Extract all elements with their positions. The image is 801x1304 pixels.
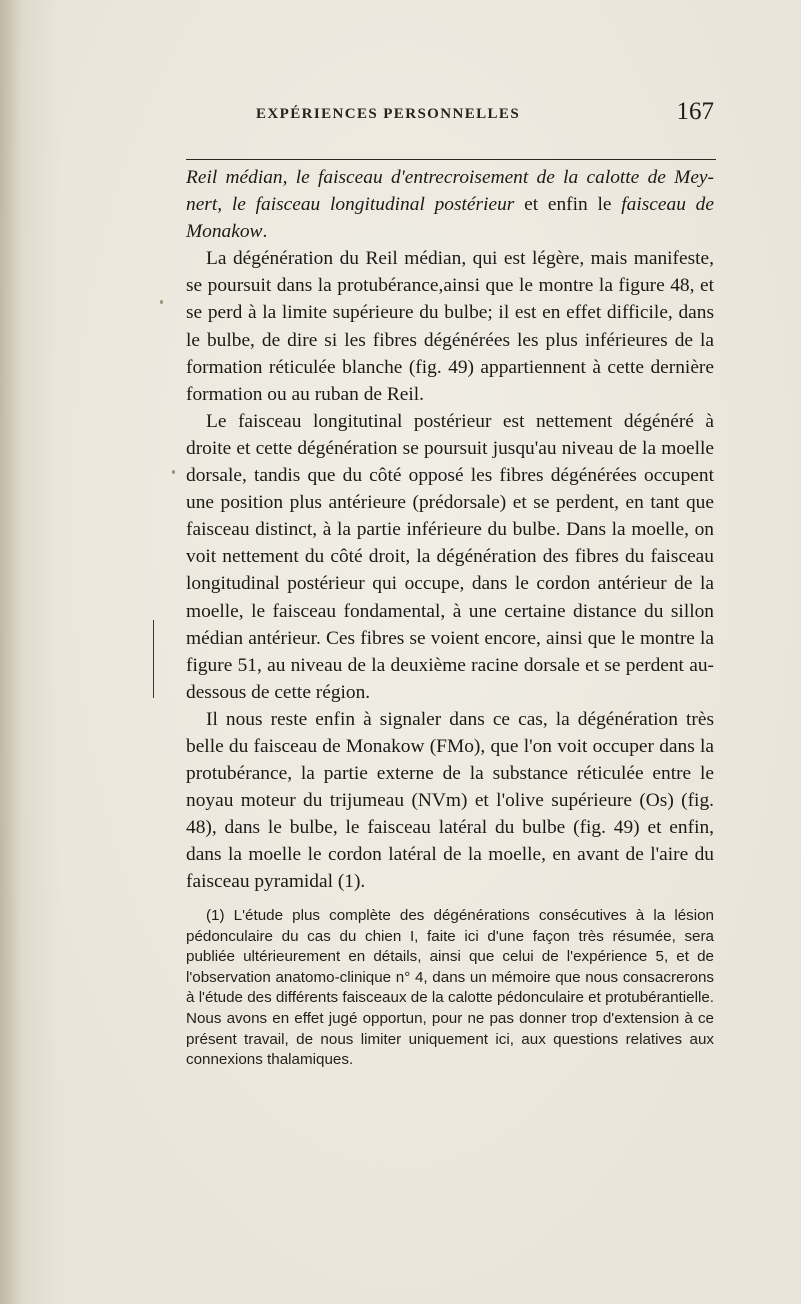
body-text <box>186 164 714 896</box>
paragraph-2: La dégénération du Reil médian, qui est légère, mais manifeste, se poursuit dans la protubérance,ainsi que le montre la figure 48, et se perd à la limite supérieure du bulbe; il est en effet difficile, dans le bulbe, de dire si les fibres dégénérées les plus inférieures de la formation réticulée blanche (fig. 49) appartiennent à cette dernière formation ou au ruban de Reil. <box>186 248 714 405</box>
page-number: 167 <box>676 98 714 125</box>
page-header <box>186 96 714 136</box>
paragraph-4: Il nous reste enfin à signaler dans ce cas, la dégénération très belle du faisceau de Monakow (FMo), que l'on voit occuper dans la protubérance, la partie externe de la substance réticulée entre le noyau moteur du trijumeau (NVm) et l'olive supérieure (Os) (fig. 48), dans le bulbe, le faisceau latéral du bulbe (fig. 49) et enfin, dans la moelle le cordon latéral de la moelle, en avant de l'aire du faisceau pyramidal (1). <box>186 708 714 893</box>
paragraph-1-italic-a: Reil médian, le faisceau d'entrecroisement de la calotte de Mey-nert, le faisceau longitudinal postérieur <box>186 167 714 216</box>
margin-mark <box>153 620 154 698</box>
paragraph-1-plain: et enfin le <box>514 194 622 216</box>
paragraph-1-italic-b: faisceau de Monakow <box>186 194 714 243</box>
paper-speck <box>172 470 175 474</box>
header-rule <box>186 159 716 160</box>
paragraph-1-end: . <box>262 221 268 243</box>
paragraph-1 <box>186 164 714 245</box>
footnote: (1) L'étude plus complète des dégénérations consécutives à la lésion pédonculaire du cas du chien I, faite ici d'une façon très résumée, sera publiée ultérieurement en détails, ainsi que celui de l'expérience 5, et de l'observation anatomo-clinique n° 4, dans un mémoire que nous consacrerons à l'étude des différents faisceaux de la calotte pédonculaire et protubérantielle. Nous avons en effet jugé opportun, pour ne pas donner trop d'extension à ce présent travail, de nous limiter uniquement ici, aux questions relatives aux connexions thalamiques. <box>186 907 714 1069</box>
paper-speck <box>160 300 163 304</box>
spine-shadow <box>0 0 22 1304</box>
running-head: EXPÉRIENCES PERSONNELLES <box>256 106 521 122</box>
paragraph-3: Le faisceau longitutinal postérieur est nettement dégénéré à droite et cette dégénération se poursuit jusqu'au niveau de la moelle dorsale, tandis que du côté opposé les fibres dégénérées occupent une position plus antérieure (prédorsale) et se perdent, en tant que faisceau distinct, à la partie inférieure du bulbe. Dans la moelle, on voit nettement du côté droit, la dégénération des fibres du faisceau longitudinal postérieur qui occupe, dans le cordon antérieur de la moelle, le faisceau fondamental, à une certaine distance du sillon médian antérieur. Ces fibres se voient encore, ainsi que le montre la figure 51, au niveau de la deuxième racine dorsale et se perdent au-dessous de cette région. <box>186 410 714 703</box>
